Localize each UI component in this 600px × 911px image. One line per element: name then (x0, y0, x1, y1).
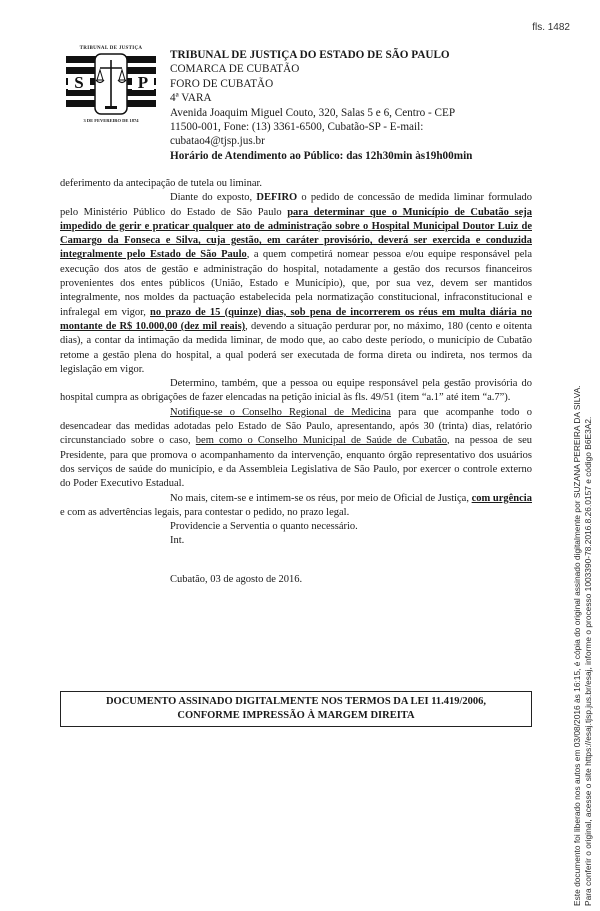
paragraph-notifications (60, 406, 532, 492)
foro: FORO DE CUBATÃO (170, 77, 274, 90)
paragraph-citation (60, 492, 532, 521)
court-email: cubatao4@tjsp.jus.br (170, 135, 265, 148)
signature-line-2: CONFORME IMPRESSÃO À MARGEM DIREITA (177, 710, 415, 721)
vara: 4ª VARA (170, 92, 212, 105)
margin-note-line-1: Este documento foi liberado nos autos em 03/08/2016 às 16:15, é cópia do original assinado digitalmente por SUZANA PEREIRA DA SILVA. (572, 385, 582, 906)
document-date: Cubatão, 03 de agosto de 2016. (170, 573, 303, 585)
margin-note-line-2: Para conferir o original, acesse o site https://esaj.tjsp.jus.br/esaj, informe o processo 1003390-78.2016.8.26.0157 e código B6E3A2. (582, 416, 593, 906)
ruling-text-1: o pedido de concessão de medida liminar formulado pelo Ministério Público do Estado de São Paulo (60, 192, 532, 218)
paragraph-obligations: Determino, também, que a pessoa ou equipe responsável pela gestão provisória do hospital cumpra as obrigações de fazer elencadas na petição inicial às fls. 49/51 (item “a.1” até item “a.7”). (60, 378, 532, 404)
notify-cms: bem como o Conselho Municipal de Saúde de Cubatão (195, 435, 447, 447)
paragraph-int: Int. (170, 535, 185, 547)
office-hours: Horário de Atendimento ao Público: das 12h30min às19h00min (170, 149, 473, 162)
ruling-determination: para determinar que o Município de Cubatão seja impedido de gerir e praticar qualquer ato de administração sobre o Hospital Municipal Doutor Luiz de Camargo da Fonseca e Silva, cuja gestão, em caráter provisório, deverá ser exercida e conduzida integralmente pelo Estado de São Paulo (60, 206, 532, 261)
margin-authentication-note (572, 286, 593, 906)
signature-line-1: DOCUMENTO ASSINADO DIGITALMENTE NOS TERMOS DA LEI 11.419/2006, (105, 696, 487, 707)
svg-text:S: S (74, 73, 84, 92)
court-info (170, 48, 540, 163)
citation-text-1: No mais, citem-se e intimem-se os réus, por meio de Oficial de Justiça, (170, 492, 472, 504)
digital-signature-box (60, 691, 532, 727)
court-name: TRIBUNAL DE JUSTIÇA DO ESTADO DE SÃO PAULO (170, 49, 450, 61)
address-line-1: Avenida Joaquim Miguel Couto, 320, Salas 5 e 6, Centro - CEP (170, 106, 456, 119)
address-line-2: 11500-001, Fone: (13) 3361-6500, Cubatão-SP - E-mail: (170, 121, 424, 134)
court-logo (62, 46, 160, 128)
ruling-deadline-penalty: no prazo de 15 (quinze) dias, sob pena de incorrerem os réus em multa diária no montante de R$ 10.000,00 (dez mil reais) (60, 306, 532, 332)
paragraph-continuation: deferimento da antecipação de tutela ou liminar. (60, 178, 263, 189)
svg-text:P: P (137, 73, 149, 92)
notify-text-1: para que acompanhe todo o desencadear das medidas adotadas pelo Estado de São Paulo, apresentando, após 30 (trinta) dias, relatório circunstanciado sobre o caso, (60, 406, 532, 447)
notify-text-2: , na pessoa de seu Presidente, para que promova o acompanhamento da intervenção, enquanto órgão representativo dos usuários dos serviços de saúde do município, e da Assembleia Legislativa de São Paulo, por exercer o controle externo do Poder Executivo Estadual. (60, 435, 532, 490)
logo-date: 3 DE FEVEREIRO DE 1874 (83, 118, 139, 123)
page-number: fls. 1482 (532, 22, 570, 33)
court-coat-of-arms-icon (62, 46, 160, 128)
logo-title: TRIBUNAL DE JUSTIÇA (79, 46, 143, 51)
ruling-text-2: , a quem competirá nomear pessoa e/ou equipe responsável pela execução dos atos de gestão e administração do hospital, notadamente a gestão dos recursos financeiros provenientes dos entes públicos (União, Estado e Município), que, por sua vez, devem ser mantidos integralmente, nos moldes da pactuação estabelecida pela normatização constitucional, infraconstitucional e infralegal em vigor, (60, 249, 532, 318)
document-body (60, 177, 532, 587)
citation-text-2: e com as advertências legais, para contestar o pedido, no prazo legal. (60, 506, 350, 518)
citation-urgency: com urgência (471, 492, 532, 504)
ruling-verdict: DEFIRO (256, 192, 298, 204)
paragraph-ruling (60, 191, 532, 377)
comarca: COMARCA DE CUBATÃO (170, 63, 300, 76)
ruling-text-3: , devendo a situação perdurar por, no máximo, 180 (cento e oitenta dias), a contar da intimação da medida liminar, de modo que, ao cabo deste período, o município de Cubatão retome a gestão plena do hospital, a qual poderá ser executada de forma direta ou indireta, nos termos da legislação em vigor. (60, 320, 532, 375)
ruling-intro: Diante do exposto, (170, 192, 257, 204)
notify-crm: Notifique-se o Conselho Regional de Medicina (170, 406, 391, 418)
paragraph-providence: Providencie a Serventia o quanto necessário. (170, 521, 358, 533)
